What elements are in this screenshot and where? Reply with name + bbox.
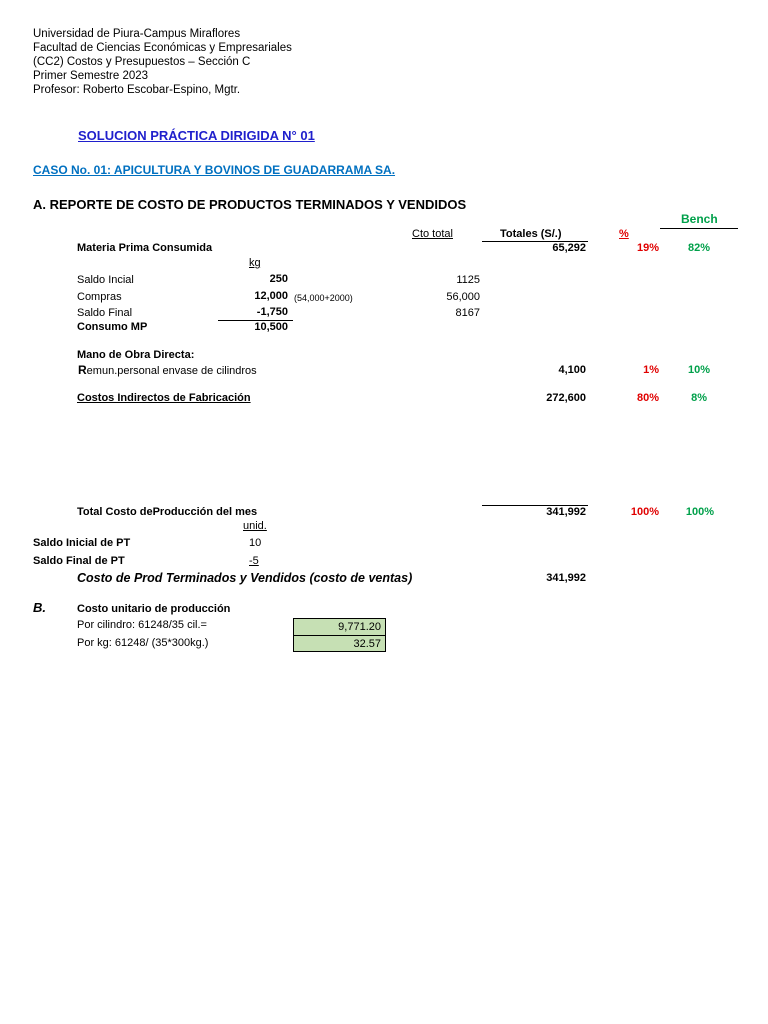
- mp-row-label: Compras: [77, 291, 122, 303]
- total-prod-value: 341,992: [546, 506, 586, 518]
- consumo-label: Consumo MP: [77, 321, 148, 333]
- bench-header: Bench: [681, 212, 718, 226]
- mod-pct: 1%: [643, 364, 659, 376]
- pt-final-value: -5: [249, 555, 259, 567]
- mod-bench: 10%: [687, 364, 710, 376]
- cif-label: Costos Indirectos de Fabricación: [77, 392, 251, 404]
- mod-row: Remun.personal envase de cilindros: [78, 363, 257, 377]
- cif-total: 272,600: [546, 392, 586, 404]
- mp-row-label: Saldo Final: [77, 307, 133, 319]
- mp-row-qty: 12,000: [254, 290, 288, 302]
- pct-header: %: [619, 228, 629, 240]
- mp-total: 65,292: [552, 242, 586, 254]
- mp-row-cost: 1125: [456, 274, 480, 286]
- pt-inicial-value: 10: [249, 537, 262, 549]
- header-university: Universidad de Piura-Campus Miraflores: [33, 28, 241, 40]
- totales-header: Totales (S/.): [500, 228, 562, 240]
- cif-pct: 80%: [636, 392, 659, 404]
- cif-bench: 8%: [691, 392, 707, 404]
- header-course: (CC2) Costos y Presupuestos – Sección C: [33, 56, 251, 68]
- mp-row-qty: 250: [269, 273, 288, 285]
- pt-unit: unid.: [243, 520, 267, 532]
- unit-cost-kg-label: Por kg: 61248/ (35*300kg.): [77, 637, 209, 649]
- total-prod-bench: 100%: [685, 506, 714, 518]
- unit-cost-cylinder-value: 9,771.20: [293, 618, 386, 636]
- page-title: SOLUCION PRÁCTICA DIRIGIDA N° 01: [78, 128, 315, 143]
- pt-inicial-label: Saldo Inicial de PT: [33, 537, 131, 549]
- pt-final-label: Saldo Final de PT: [33, 555, 125, 567]
- mp-unit: kg: [249, 257, 261, 269]
- unit-cost-cylinder-label: Por cilindro: 61248/35 cil.=: [77, 619, 207, 631]
- header-professor: Profesor: Roberto Escobar-Espino, Mgtr.: [33, 84, 241, 96]
- bench-header-rule: [660, 228, 738, 229]
- mp-bench: 82%: [687, 242, 710, 254]
- mp-pct: 19%: [636, 242, 659, 254]
- costo-ventas-label: Costo de Prod Terminados y Vendidos (costo de ventas): [77, 571, 413, 585]
- case-title: CASO No. 01: APICULTURA Y BOVINOS DE GUADARRAMA SA.: [33, 163, 396, 177]
- mod-label: Mano de Obra Directa:: [77, 349, 195, 361]
- mp-row-note: (54,000+2000): [294, 293, 353, 303]
- costo-ventas-value: 341,992: [546, 572, 586, 584]
- mp-row-label: Saldo Incial: [77, 274, 134, 286]
- total-prod-pct: 100%: [630, 506, 659, 518]
- mp-row-cost: 8167: [455, 307, 480, 319]
- header-semester: Primer Semestre 2023: [33, 70, 149, 82]
- consumo-qty: 10,500: [254, 321, 288, 333]
- mp-label: Materia Prima Consumida: [77, 242, 213, 254]
- section-b-label: Costo unitario de producción: [77, 603, 231, 615]
- mod-total: 4,100: [558, 364, 586, 376]
- unit-cost-kg-value: 32.57: [293, 635, 386, 652]
- section-a-title: A. REPORTE DE COSTO DE PRODUCTOS TERMINADOS Y VENDIDOS: [33, 197, 467, 212]
- mp-row-qty: -1,750: [256, 306, 288, 318]
- header-faculty: Facultad de Ciencias Económicas y Empresariales: [33, 42, 292, 54]
- cto-total-header: Cto total: [412, 228, 453, 240]
- total-prod-label: Total Costo deProducción del mes: [77, 506, 258, 518]
- section-b-letter: B.: [33, 600, 46, 615]
- mp-row-cost: 56,000: [446, 291, 480, 303]
